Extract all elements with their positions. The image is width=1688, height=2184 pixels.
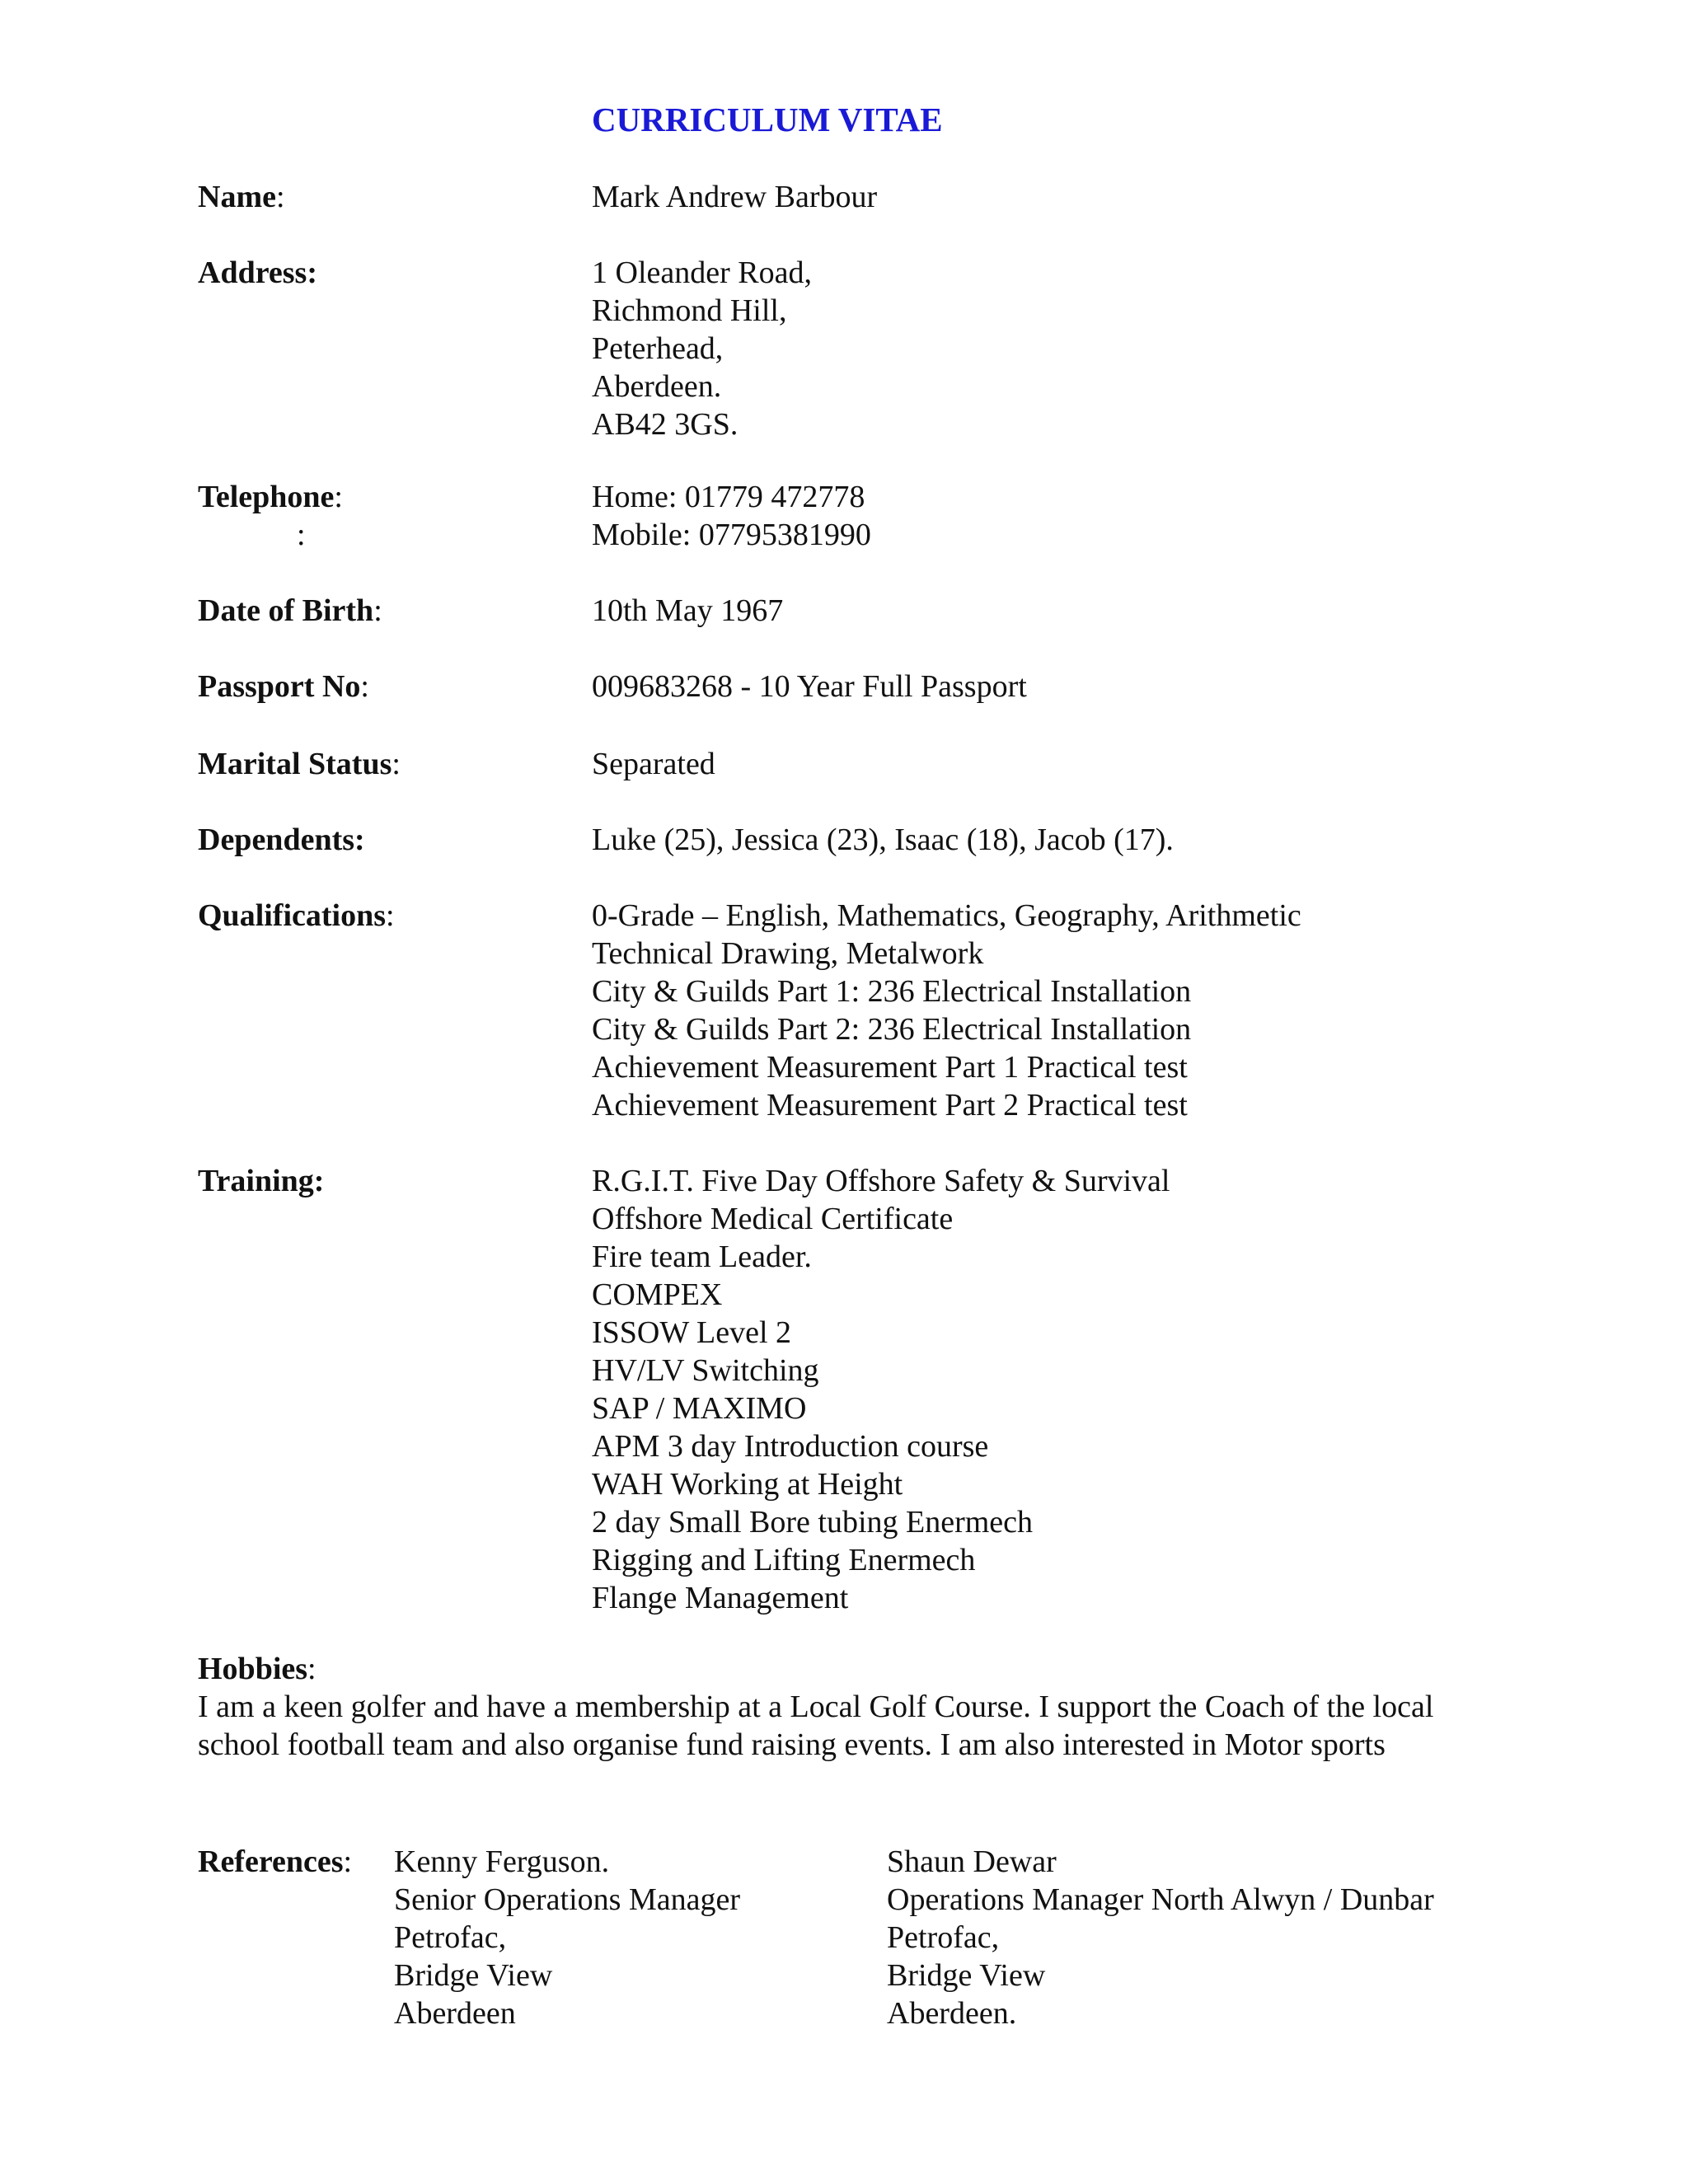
reference-line: Aberdeen. (887, 1996, 1017, 2031)
training-item: Flange Management (592, 1581, 849, 1615)
reference-1 (394, 1843, 740, 2032)
telephone-sublabel: : (297, 518, 306, 552)
training-lines (592, 1162, 1170, 1617)
passport-label: Passport No: (198, 669, 369, 704)
reference-line: Bridge View (394, 1958, 553, 1993)
qualification-item: Achievement Measurement Part 2 Practical test (592, 1088, 1188, 1122)
training-item: SAP / MAXIMO (592, 1391, 807, 1426)
reference-line: Bridge View (887, 1958, 1046, 1993)
address-line: Richmond Hill, (592, 293, 787, 328)
training-label: Training: (198, 1164, 325, 1198)
reference-line: Petrofac, (887, 1920, 1000, 1955)
qualification-item: 0-Grade – English, Mathematics, Geography, Arithmetic (592, 898, 1301, 933)
telephone-line: Home: 01779 472778 (592, 480, 865, 514)
hobbies-text: I am a keen golfer and have a membership at a Local Golf Course. I support the Coach of the local school football team and also organise fund raising events. I am also interested in Motor sports (198, 1690, 1434, 1762)
reference-line: Aberdeen (394, 1996, 516, 2031)
training-item: Fire team Leader. (592, 1240, 812, 1274)
training-item: WAH Working at Height (592, 1467, 903, 1502)
references-label: References: (198, 1844, 353, 1879)
qualification-item: City & Guilds Part 1: 236 Electrical Installation (592, 974, 1192, 1009)
document-title: CURRICULUM VITAE (592, 101, 943, 138)
qualification-item: City & Guilds Part 2: 236 Electrical Installation (592, 1012, 1192, 1047)
hobbies-label: Hobbies: (198, 1652, 316, 1686)
qualifications-lines (592, 897, 1301, 1124)
reference-2 (887, 1843, 1434, 2032)
training-item: ISSOW Level 2 (592, 1315, 792, 1350)
address-line: AB42 3GS. (592, 407, 738, 442)
qualifications-label: Qualifications: (198, 898, 395, 933)
training-item: Offshore Medical Certificate (592, 1202, 954, 1236)
address-label: Address: (198, 255, 317, 290)
hobbies-section (198, 1650, 1467, 1764)
name-label: Name: (198, 180, 285, 214)
reference-line: Petrofac, (394, 1920, 507, 1955)
qualification-item: Achievement Measurement Part 1 Practical test (592, 1050, 1188, 1085)
training-item: HV/LV Switching (592, 1353, 819, 1388)
reference-line: Senior Operations Manager (394, 1882, 740, 1917)
dob-value: 10th May 1967 (592, 593, 784, 628)
reference-line: Shaun Dewar (887, 1844, 1057, 1879)
address-line: Aberdeen. (592, 369, 722, 404)
training-item: R.G.I.T. Five Day Offshore Safety & Survival (592, 1164, 1170, 1198)
passport-value: 009683268 - 10 Year Full Passport (592, 669, 1027, 704)
address-line: 1 Oleander Road, (592, 255, 812, 290)
marital-value: Separated (592, 747, 715, 781)
address-lines (592, 254, 812, 443)
telephone-line: Mobile: 07795381990 (592, 518, 871, 552)
dob-label: Date of Birth: (198, 593, 382, 628)
telephone-label: Telephone: (198, 480, 343, 514)
telephone-lines (592, 478, 871, 554)
training-item: 2 day Small Bore tubing Enermech (592, 1505, 1034, 1540)
qualification-item: Technical Drawing, Metalwork (592, 936, 984, 971)
dependents-label: Dependents: (198, 823, 365, 857)
name-value: Mark Andrew Barbour (592, 180, 878, 214)
marital-label: Marital Status: (198, 747, 401, 781)
reference-line: Operations Manager North Alwyn / Dunbar (887, 1882, 1434, 1917)
reference-line: Kenny Ferguson. (394, 1844, 610, 1879)
address-line: Peterhead, (592, 331, 724, 366)
training-item: COMPEX (592, 1277, 723, 1312)
dependents-value: Luke (25), Jessica (23), Isaac (18), Jacob (17). (592, 823, 1174, 857)
training-item: APM 3 day Introduction course (592, 1429, 989, 1464)
training-item: Rigging and Lifting Enermech (592, 1543, 976, 1577)
